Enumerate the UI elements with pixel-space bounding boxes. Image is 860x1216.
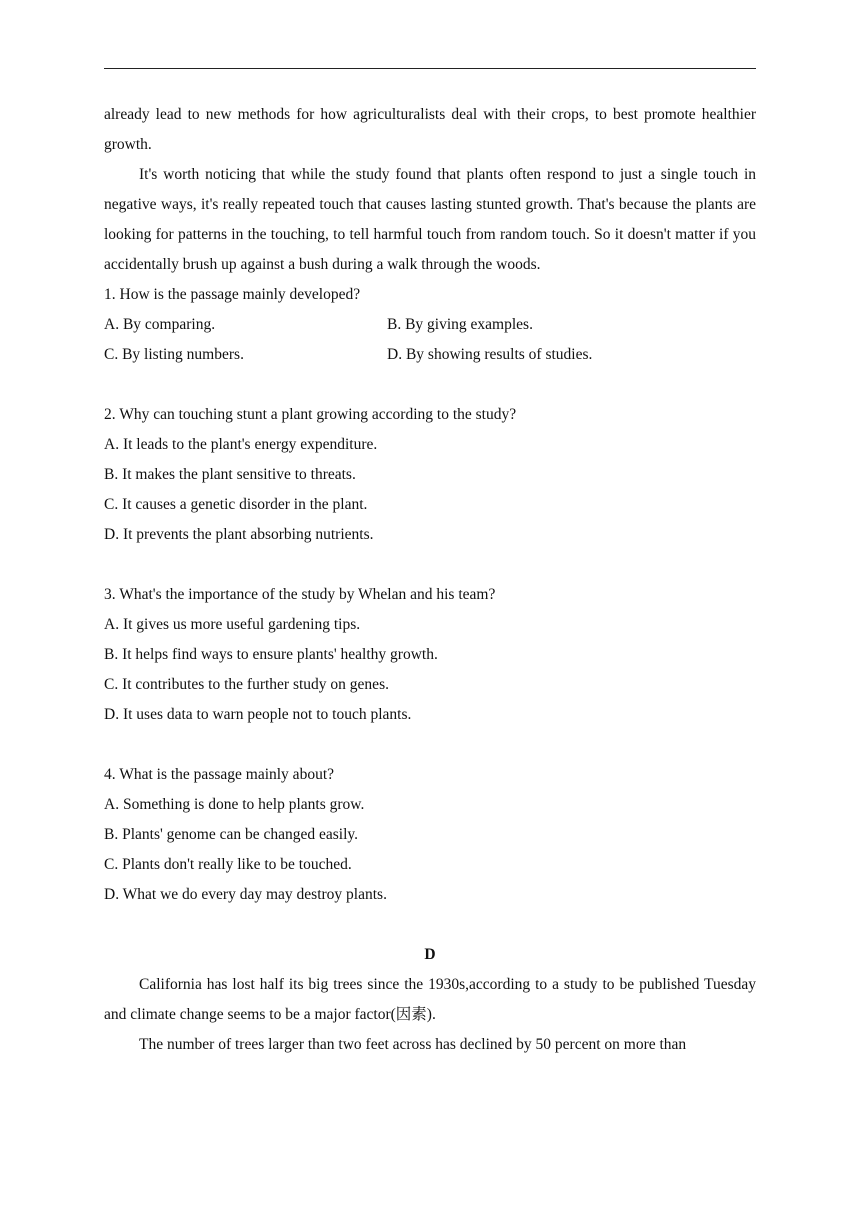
header-rule: [104, 68, 756, 69]
question-3-option-a: A. It gives us more useful gardening tips.: [104, 616, 361, 633]
question-2-option-a: A. It leads to the plant's energy expenditure.: [104, 436, 378, 453]
question-4-option-d: D. What we do every day may destroy plants.: [104, 886, 387, 903]
spacer: [104, 550, 756, 580]
question-1-option-d: D. By showing results of studies.: [387, 346, 593, 363]
spacer: [104, 910, 756, 940]
question-3-option-d: D. It uses data to warn people not to touch plants.: [104, 706, 412, 723]
question-1-option-a: A. By comparing.: [104, 316, 216, 333]
question-2-option-b: B. It makes the plant sensitive to threats.: [104, 466, 356, 483]
page-content: [104, 100, 756, 1060]
passage-d-paragraph-1: California has lost half its big trees since the 1930s,according to a study to be published Tuesday and climate change seems to be a major factor(因素).: [104, 976, 756, 1023]
question-4-stem: 4. What is the passage mainly about?: [104, 766, 335, 783]
question-3-option-b: B. It helps find ways to ensure plants' healthy growth.: [104, 646, 438, 663]
passage-c-paragraph-2: It's worth noticing that while the study found that plants often respond to just a single touch in negative ways, it's really repeated touch that causes lasting stunted growth. That's because the plants are looking for patterns in the touching, to tell harmful touch from random touch. So it doesn't matter if you accidentally brush up against a bush during a walk through the woods.: [104, 166, 756, 273]
question-2-option-d: D. It prevents the plant absorbing nutrients.: [104, 526, 374, 543]
question-3-stem: 3. What's the importance of the study by Whelan and his team?: [104, 586, 496, 603]
passage-d-paragraph-2: The number of trees larger than two feet across has declined by 50 percent on more than: [139, 1036, 687, 1053]
question-1-option-b: B. By giving examples.: [387, 316, 533, 333]
question-4-option-a: A. Something is done to help plants grow.: [104, 796, 365, 813]
spacer: [104, 730, 756, 760]
question-2-stem: 2. Why can touching stunt a plant growing according to the study?: [104, 406, 517, 423]
question-3-option-c: C. It contributes to the further study on genes.: [104, 676, 389, 693]
section-title-d: D: [424, 946, 436, 963]
question-1-stem: 1. How is the passage mainly developed?: [104, 286, 361, 303]
question-1-option-c: C. By listing numbers.: [104, 346, 244, 363]
passage-c-paragraph-1: already lead to new methods for how agriculturalists deal with their crops, to best promote healthier growth.: [104, 106, 756, 153]
question-4-option-b: B. Plants' genome can be changed easily.: [104, 826, 359, 843]
question-1-options: [104, 310, 756, 370]
question-4-option-c: C. Plants don't really like to be touched.: [104, 856, 352, 873]
spacer: [104, 370, 756, 400]
question-2-option-c: C. It causes a genetic disorder in the plant.: [104, 496, 368, 513]
